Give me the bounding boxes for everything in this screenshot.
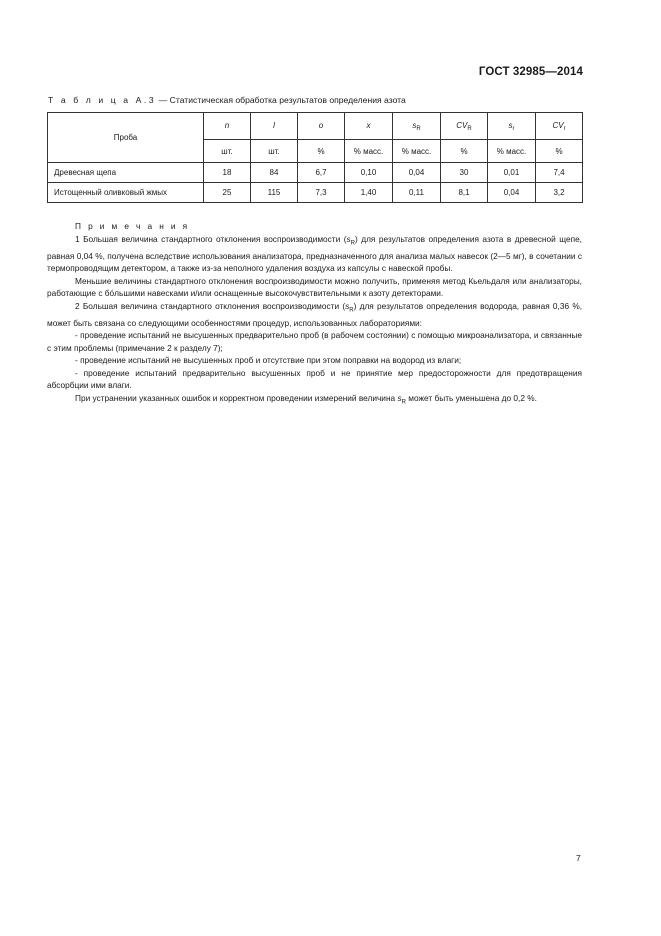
table-caption-text: — Статистическая обработка результатов определения азота: [156, 95, 406, 105]
notes-title: П р и м е ч а н и я: [75, 221, 190, 231]
symbol-s-r: $s_R$: [397, 392, 406, 406]
column-unit: % масс.: [393, 140, 441, 163]
table-cell: 0,11: [393, 183, 441, 203]
note-1: 1 Большая величина стандартного отклонения воспроизводимости $(s_R)$ для результатов определения азота в древесной щепе, равная 0,04 %, получена вследствие использования анализатора, предназначенного для анализа малых навесок (2—5 мг), в сочетании с термопроводящим детектором, а также из-за неполного удаления воздуха из капсулы с навеской пробы.: [47, 233, 582, 274]
table-cell: 25: [204, 183, 251, 203]
table-cell: 84: [251, 163, 298, 183]
symbol-s-r: $s_R$: [346, 233, 355, 247]
table-cell: 0,04: [488, 183, 536, 203]
symbol-s-r: $s_R$: [345, 300, 354, 314]
table-cell: 30: [441, 163, 488, 183]
table-caption-prefix: Т а б л и ц а А.3: [48, 95, 157, 105]
table-cell: 1,40: [345, 183, 393, 203]
column-unit: % масс.: [488, 140, 536, 163]
table-cell: 7,4: [536, 163, 583, 183]
column-symbol: l: [251, 113, 298, 140]
table-cell: 8,1: [441, 183, 488, 203]
sample-name: Истощенный оливковый жмых: [48, 183, 204, 203]
table-cell: 3,2: [536, 183, 583, 203]
table-cell: 0,01: [488, 163, 536, 183]
note-1-continued: Меньшие величины стандартного отклонения воспроизводимости можно получить, применяя метод Кьельдаля или анализаторы, работающие с бо́льшими навесками и/или оснащенные высокочувствительными к азоту детекторами.: [47, 275, 582, 299]
note-2: 2 Большая величина стандартного отклонения воспроизводимости $(s_R)$ для результатов определения водорода, равная 0,36 %, может быть связана со следующими особенностями процедур, использованных лабораториями:: [47, 300, 582, 328]
column-unit: шт.: [204, 140, 251, 163]
column-unit: %: [298, 140, 345, 163]
table-cell: 7,3: [298, 183, 345, 203]
column-symbol: $s_R$: [393, 113, 441, 140]
column-symbol: n: [204, 113, 251, 140]
table-cell: 18: [204, 163, 251, 183]
note-2-conclusion: При устранении указанных ошибок и корректном проведении измерений величина $s_R$ может быть уменьшена до 0,2 %.: [75, 392, 537, 406]
column-symbol: $CV_R$: [441, 113, 488, 140]
note-2-item-1: - проведение испытаний не высушенных предварительно проб (в рабочем состоянии) с помощью микроанализатора, и связанные с этим проблемы (примечание 2 к разделу 7);: [47, 330, 582, 353]
note-2-item-3: - проведение испытаний предварительно высушенных проб и не принятие мер предосторожности для предотвращения абсорбции ими влаги.: [47, 367, 582, 391]
sample-header: Проба: [48, 113, 204, 163]
column-unit: % масс.: [345, 140, 393, 163]
table-cell: 0,10: [345, 163, 393, 183]
table-cell: 6,7: [298, 163, 345, 183]
column-unit: %: [536, 140, 583, 163]
table-cell: 0,04: [393, 163, 441, 183]
column-symbol: o: [298, 113, 345, 140]
column-symbol: x: [345, 113, 393, 140]
table-caption: [48, 95, 406, 105]
column-symbol: $s_r$: [488, 113, 536, 140]
results-table: [47, 112, 583, 203]
sample-name: Древесная щепа: [48, 163, 204, 183]
note-2-item-2: - проведение испытаний не высушенных проб и отсутствие при этом поправки на водород из влаги;: [75, 355, 462, 366]
page-number: 7: [576, 853, 581, 863]
column-symbol: $CV_r$: [536, 113, 583, 140]
table-cell: 115: [251, 183, 298, 203]
table-row: [48, 163, 583, 183]
standard-designation: ГОСТ 32985—2014: [478, 66, 583, 78]
notes-section: [47, 220, 582, 409]
column-unit: %: [441, 140, 488, 163]
table-row: [48, 183, 583, 203]
column-unit: шт.: [251, 140, 298, 163]
table-header-symbols: [48, 113, 583, 140]
